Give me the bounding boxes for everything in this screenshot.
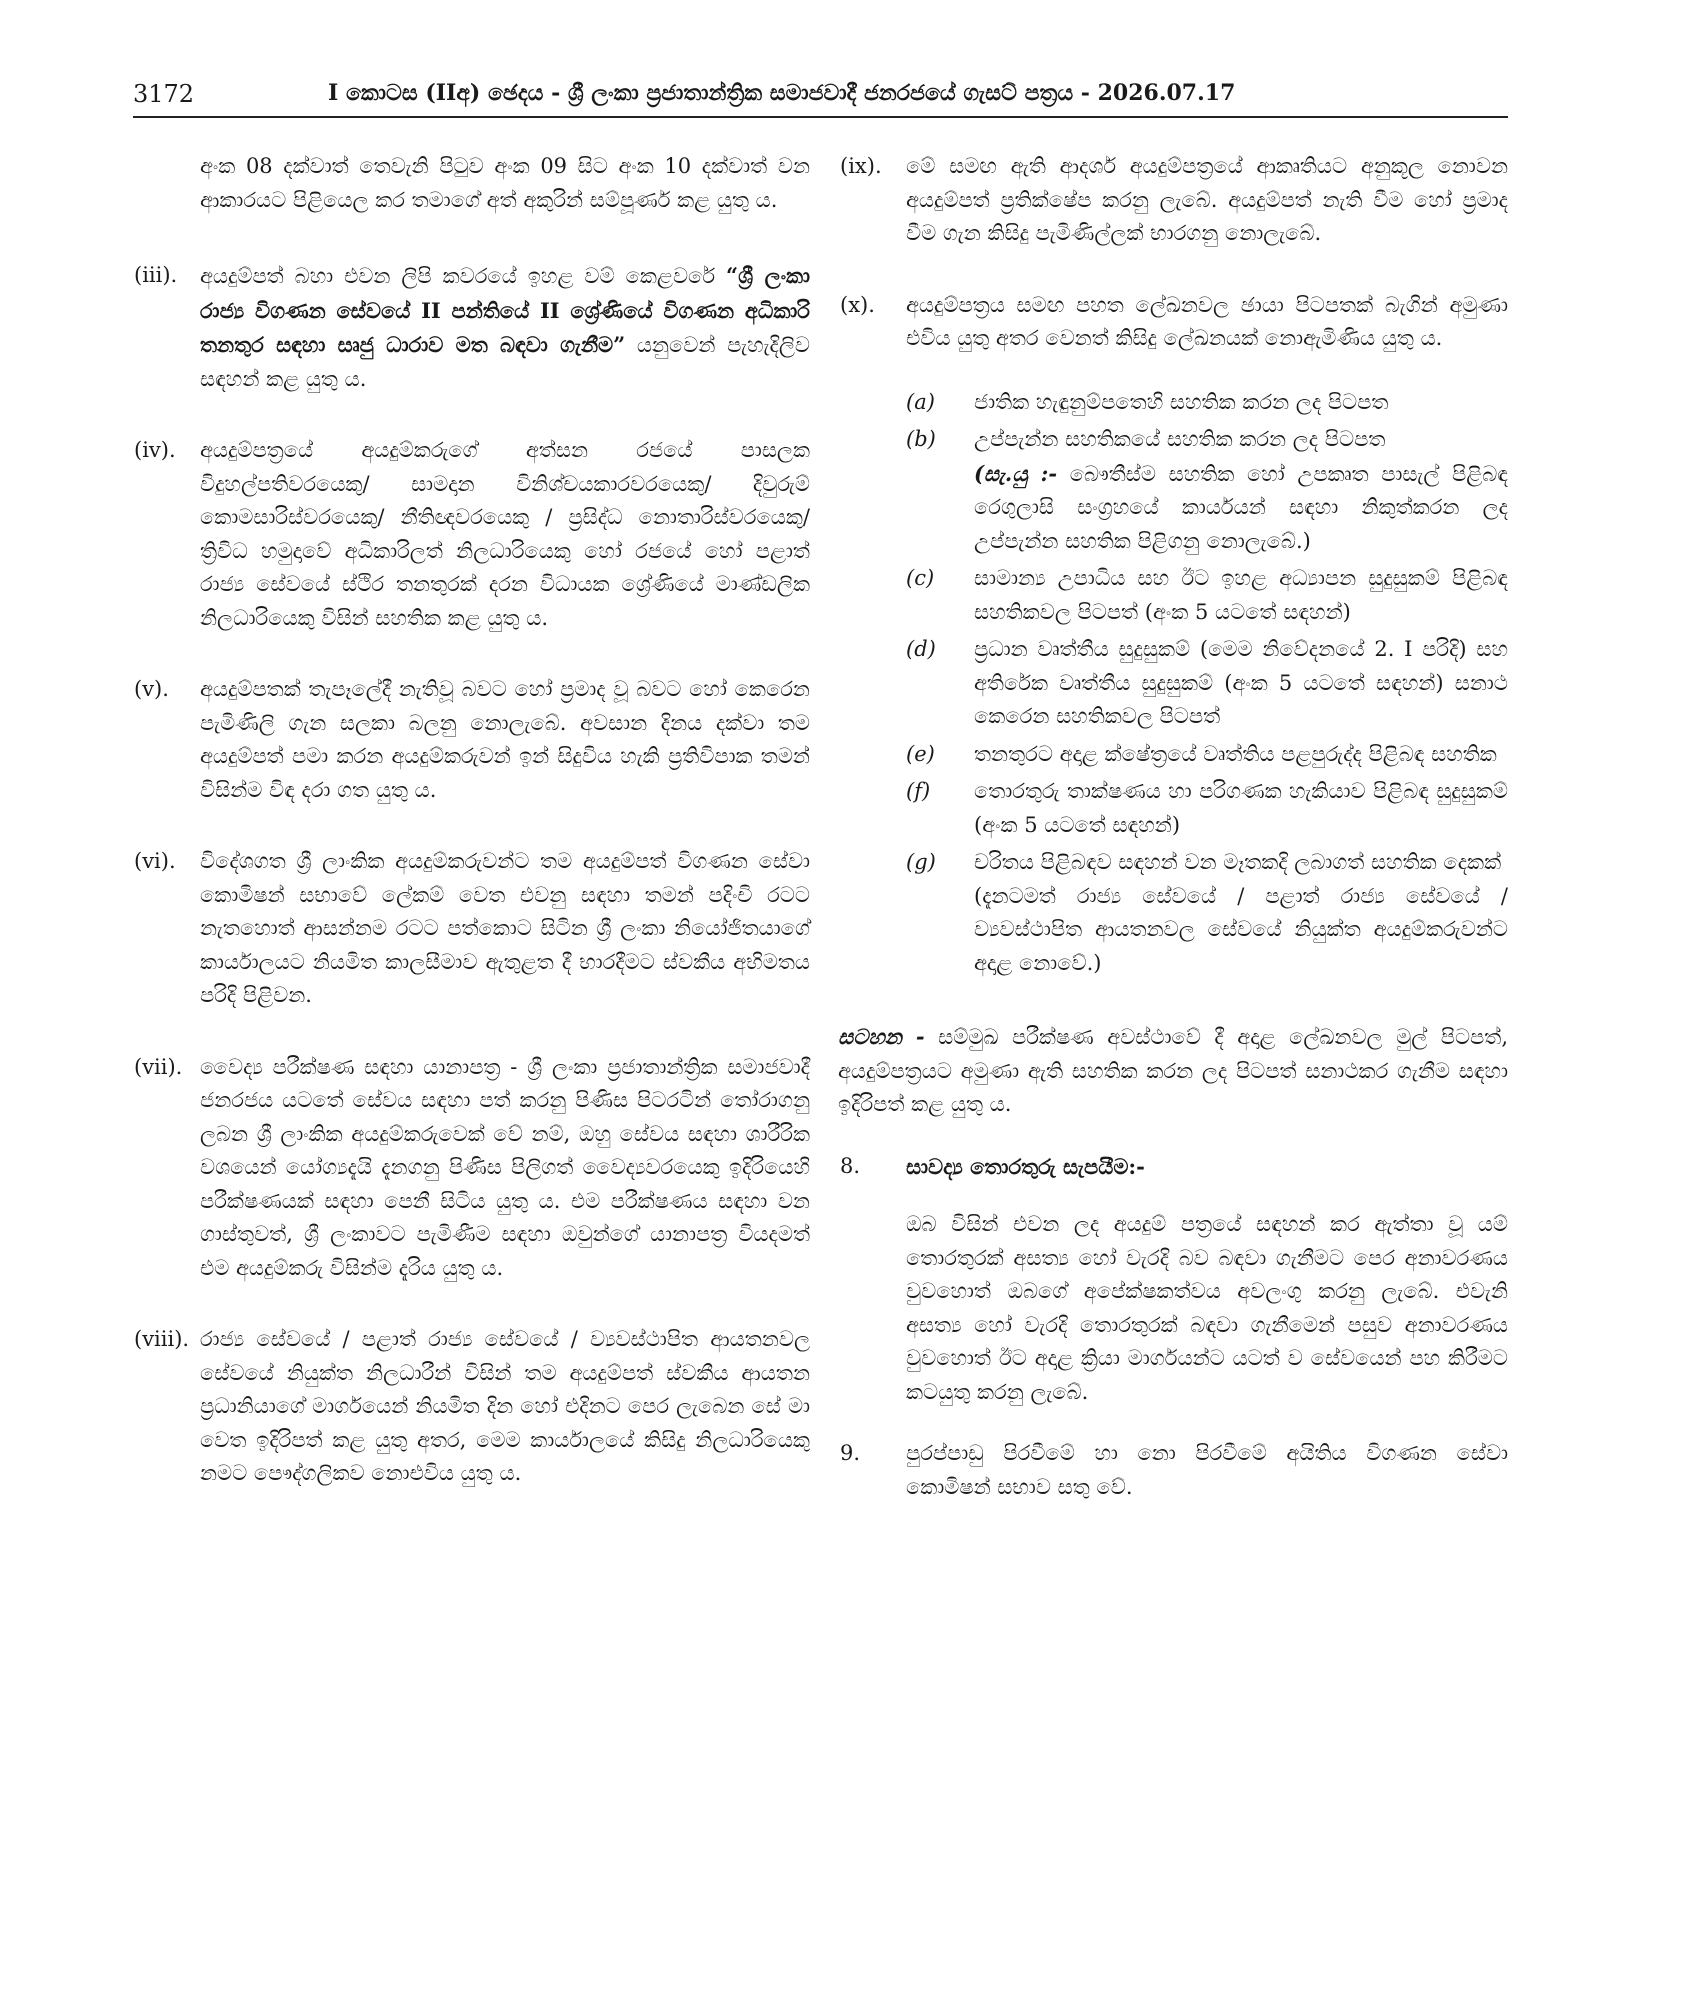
list-item-iv xyxy=(134,434,810,635)
section-text: පුරප්පාඩු පිරවීමේ හා නො පිරවීමේ අයිතිය විගණන සේවා කොමිෂන් සභාව සතු වේ. xyxy=(906,1441,1508,1499)
sub-item-d xyxy=(906,633,1508,734)
item-number: (ix). xyxy=(840,154,882,178)
note-paragraph xyxy=(838,1020,1508,1122)
sub-item-text: තොරතුරු තාක්ෂණය හා පරිගණක හැකියාව පිළිබඳ සුදුසුකම් (අංක 5 යටතේ සඳහන්) xyxy=(974,779,1508,837)
item-text: අයදුම්පත්‍රය සමඟ පහත ලේඛනවල ඡායා පිටපතක් බැගින් අමුණා එවිය යුතු අතර වෙනත් කිසිදු ලේඛනයක් නොඇමිණිය යුතු ය. xyxy=(906,292,1508,350)
list-item-x xyxy=(840,289,1508,356)
item-number: (iv). xyxy=(134,438,176,462)
sub-item-c xyxy=(906,562,1508,629)
left-column xyxy=(134,150,810,1529)
list-item-iii xyxy=(134,259,810,396)
sub-item-letter: (g) xyxy=(906,850,936,874)
item-text: විදේශගත ශ්‍රී ලාංකික අයදුම්කරුවන්ට තම අයදුම්පත් විගණන සේවා කොමිෂන් සභාවේ ලේකම් වෙත එවනු සඳහා තමන් පදිංචි රටට නැතහොත් ආසන්නම රටට පත්කොට සිටින ශ්‍රී ලංකා නියෝජිතයාගේ කාර්යාලයට නියමිත කාලසීමාව ඇතුළත දී භාරදීමට ස්වකීය අභිමතය පරිදි පිළිවන. xyxy=(200,849,810,1007)
sub-item-a xyxy=(906,386,1508,420)
section-number: 8. xyxy=(840,1153,861,1178)
page-number: 3172 xyxy=(133,80,195,108)
header-rule xyxy=(133,116,1508,118)
item-text: රාජ්‍ය සේවයේ / පළාත් රාජ්‍ය සේවයේ / ව්‍යවස්ථාපිත ආයතනවල සේවයේ නියුක්ත නිලධාරීන් විසින් තම අයදුම්පත් ස්වකීය ආයතන ප්‍රධානියාගේ මාර්ගයෙන් නියමිත දින හෝ එදිනට පෙර ලැබෙන සේ මා වෙත ඉදිරිපත් කළ යුතු අතර, මෙම කාර්යාලයේ කිසිදු නිලධාරියෙකු නමට පෞද්ගලිකව නොඑවිය යුතු ය. xyxy=(200,1327,810,1485)
sub-item-text: ප්‍රධාන වෘත්තීය සුදුසුකම් (මෙම නිවේදනයේ 2. I පරිදි) සහ අතිරේක වෘත්තීය සුදුසුකම් (අංක 5 යටතේ සඳහන්) සනාථ කෙරෙන සහතිකවල පිටපත් xyxy=(974,637,1508,728)
note-label: (සැ.යු :- xyxy=(974,460,1058,486)
sub-item-letter: (b) xyxy=(906,427,936,451)
sub-item-text: උප්පැන්න සහතිකයේ සහතික කරන ලද පිටපත xyxy=(974,427,1386,451)
sub-item-b xyxy=(906,423,1508,558)
list-item-ix xyxy=(840,150,1508,251)
section-title: සාවද්‍ය තොරතුරු සැපයීම:- xyxy=(906,1153,1145,1179)
item-number: (x). xyxy=(840,292,875,317)
page-header xyxy=(133,76,1508,116)
sub-item-g xyxy=(906,846,1508,980)
sub-item-text: චරිතය පිළිබඳව සඳහන් වන මෑතකදි ලබාගත් සහතික දෙකක් xyxy=(974,850,1502,874)
list-item-viii xyxy=(134,1323,810,1491)
gazette-header-title: I කොටස (IIඅ) ඡෙදය - ශ්‍රී ලංකා ප්‍රජාතාන්ත්‍රික සමාජවාදී ජනරජයේ ගැසට් පත්‍රය - 2026.07.17 xyxy=(328,80,1236,106)
section-9 xyxy=(840,1437,1508,1504)
item-text: වෛද්‍ය පරීක්ෂණ සඳහා යානාපත්‍ර - ශ්‍රී ලංකා ප්‍රජාතාන්ත්‍රික සමාජවාදී ජනරජය යටතේ සේවය සඳහා පත් කරනු පිණිස පිටරටින් තෝරාගනු ලබන ශ්‍රී ලාංකික අයදුම්කරුවෙක් වේ නම්, ඔහු සේවය සඳහා ශාරීරික වශයෙන් යෝග්‍යදැයි දැනගනු පිණිස පිලිගත් වෛද්‍යවරයෙකු ඉදිරියෙහි පරීක්ෂණයක් සඳහා පෙනී සිටිය යුතු ය. එම පරීක්ෂණය සඳහා වන ගාස්තුවත්, ශ්‍රී ලංකාවට පැමිණීම සඳහා ඔවුන්ගේ යානාපත්‍ර වියදමත් එම අයදුම්කරු විසින්ම දැරිය යුතු ය. xyxy=(200,1054,810,1280)
item-number: (v). xyxy=(134,677,169,701)
note-text: සම්මුඛ පරීක්ෂණ අවස්ථාවේ දී අදාළ ලේඛනවල මුල් පිටපත්, අයදුම්පත්‍රයට අමුණා ඇති සහතික කරන ලද පිටපත් සනාථකර ගැනීම සඳහා ඉදිරිපත් කළ යුතු ය. xyxy=(838,1025,1508,1116)
sub-item-letter: (f) xyxy=(906,779,931,803)
item-bold-text: “ශ්‍රී ලංකා රාජ්‍ය විගණන සේවයේ II පන්තියේ II ශ්‍රේණියේ විගණන අධිකාරි තනතුර සඳහා සෘජු ධාරාව මත බඳවා ගැනීම” xyxy=(200,263,810,357)
note-text: බෞතීස්ම සහතික හෝ උපකෘත පාසැල් පිළිබඳ රෙගුලාසි සංග්‍රහයේ කාර්යයන් සඳහා නිකුත්කරන ලද උප්පැන්න සහතික පිළිගනු නොලැබේ.) xyxy=(974,461,1508,553)
section-number: 9. xyxy=(840,1441,861,1465)
sub-item-letter: (e) xyxy=(906,741,935,766)
sub-item-letter: (d) xyxy=(906,637,936,661)
sub-item-text: ජාතික හැඳුනුම්පතෙහි සහතික කරන ලද පිටපත xyxy=(974,389,1389,414)
list-item-vi xyxy=(134,845,810,1013)
note-label: සටහන - xyxy=(838,1024,925,1049)
sub-item-text: සාමාන්‍ය උපාධිය සහ ඊට ඉහළ අධ්‍යාපන සුදුසුකම් පිළිබඳ සහතිකවල පිටපත් (අංක 5 යටතේ සඳහන්) xyxy=(974,566,1508,624)
item-text: මේ සමඟ ඇති ආදර්ශ අයදුම්පත්‍රයේ ආකෘතියට අනුකූල නොවන අයදුම්පත් ප්‍රතික්ෂේප කරනු ලැබේ. අයදුම්පත් නැති වීම හෝ ප්‍රමාද වීම ගැන කිසිදු පැමිණිල්ලක් භාරගනු නොලැබේ. xyxy=(906,154,1508,245)
sub-item-e xyxy=(906,738,1508,772)
item-text: අයදුම්පත් බහා එවන ලිපි කවරයේ ඉහළ වම් කෙළවරේ xyxy=(200,264,726,288)
sub-item-text: තනතුරට අදාළ ක්ෂේත්‍රයේ වෘත්තිය පළපුරුද්ද පිළිබඳ සහතික xyxy=(974,741,1497,766)
sub-item-letter: (a) xyxy=(906,389,935,414)
section-8-body: ඔබ විසින් එවන ලද අයදුම් පත්‍රයේ සඳහන් කර ඇත්තා වූ යම් තොරතුරක් අසත්‍ය හෝ වැරදි බව බඳවා ගැනීමට පෙර අනාවරණය වුවහොත් ඔබගේ අපේක්ෂකත්වය අවලංගු කරනු ලැබේ. එවැනි අසත්‍ය හෝ වැරදි තොරතුරක් බඳවා ගැනීමෙන් පසුව අනාවරණය වුවහොත් ඊට අදාළ ක්‍රියා මාර්ගයන්ට යටත් ව සේවයෙන් පහ කිරීමට කටයුතු කරනු ලැබේ. xyxy=(906,1212,1508,1404)
sub-item-extra: (දැනටමත් රාජ්‍ය සේවයේ / පළාත් රාජ්‍ය සේවයේ / ව්‍යවස්ථාපිත ආයතනවල සේවයේ නියුක්ත අයදුම්කරුවන්ට අදාළ නොවේ.) xyxy=(974,883,1508,975)
item-number: (vi). xyxy=(134,849,176,873)
item-number: (viii). xyxy=(134,1327,190,1351)
list-item-vii xyxy=(134,1051,810,1286)
item-number: (vii). xyxy=(134,1054,183,1079)
item-text: යනුවෙන් පැහැදිලිව සඳහන් කළ යුතු ය. xyxy=(200,333,810,391)
list-item-v xyxy=(134,673,810,807)
right-column xyxy=(840,150,1508,1528)
sub-item-letter: (c) xyxy=(906,566,935,590)
item-text: අයදුම්පත්‍රයේ අයදුම්කරුගේ අත්සන රජයේ පාසලක විදුහල්පතිවරයෙකු/ සාමදාන විනිශ්චයකාරවරයෙකු/ දිවුරුම් කොමසාරිස්වරයෙකු/ නීතිඥවරයෙකු / ප්‍රසිද්ධ නොතාරිස්වරයෙකු/ ත්‍රිවිධ හමුදාවේ අධිකාරිලත් නිලධාරියෙකු හෝ රජයේ හෝ පළාත් රාජ්‍ය සේවයේ ස්ථිර තනතුරක් දරන විධායක ශ්‍රේණියේ මාණ්ඩලික නිලධාරියෙකු විසින් සහතික කළ යුතු ය. xyxy=(200,438,810,630)
intro-paragraph: අංක 08 දක්වාත් තෙවැනි පිටුව අංක 09 සිට අංක 10 දක්වාත් වන ආකාරයට පිළියෙල කර තමාගේ අත් අකුරින් සම්පූර්ණ කළ යුතු ය. xyxy=(200,154,810,212)
sub-item-f xyxy=(906,775,1508,842)
item-number: (iii). xyxy=(134,263,178,287)
item-text: අයදුම්පතක් තැපෑලේදී නැතිවූ බවට හෝ ප්‍රමාද වූ බවට හෝ කෙරෙන පැමිණිලි ගැන සලකා බලනු නොලැබේ. අවසාන දිනය දක්වා තම අයදුම්පත් පමා කරන අයදුම්කරුවන් ඉන් සිදුවිය හැකි ප්‍රතිවිපාක තමන් විසින්ම විඳ දරා ගත යුතු ය. xyxy=(200,677,810,802)
section-8 xyxy=(840,1150,1508,1185)
